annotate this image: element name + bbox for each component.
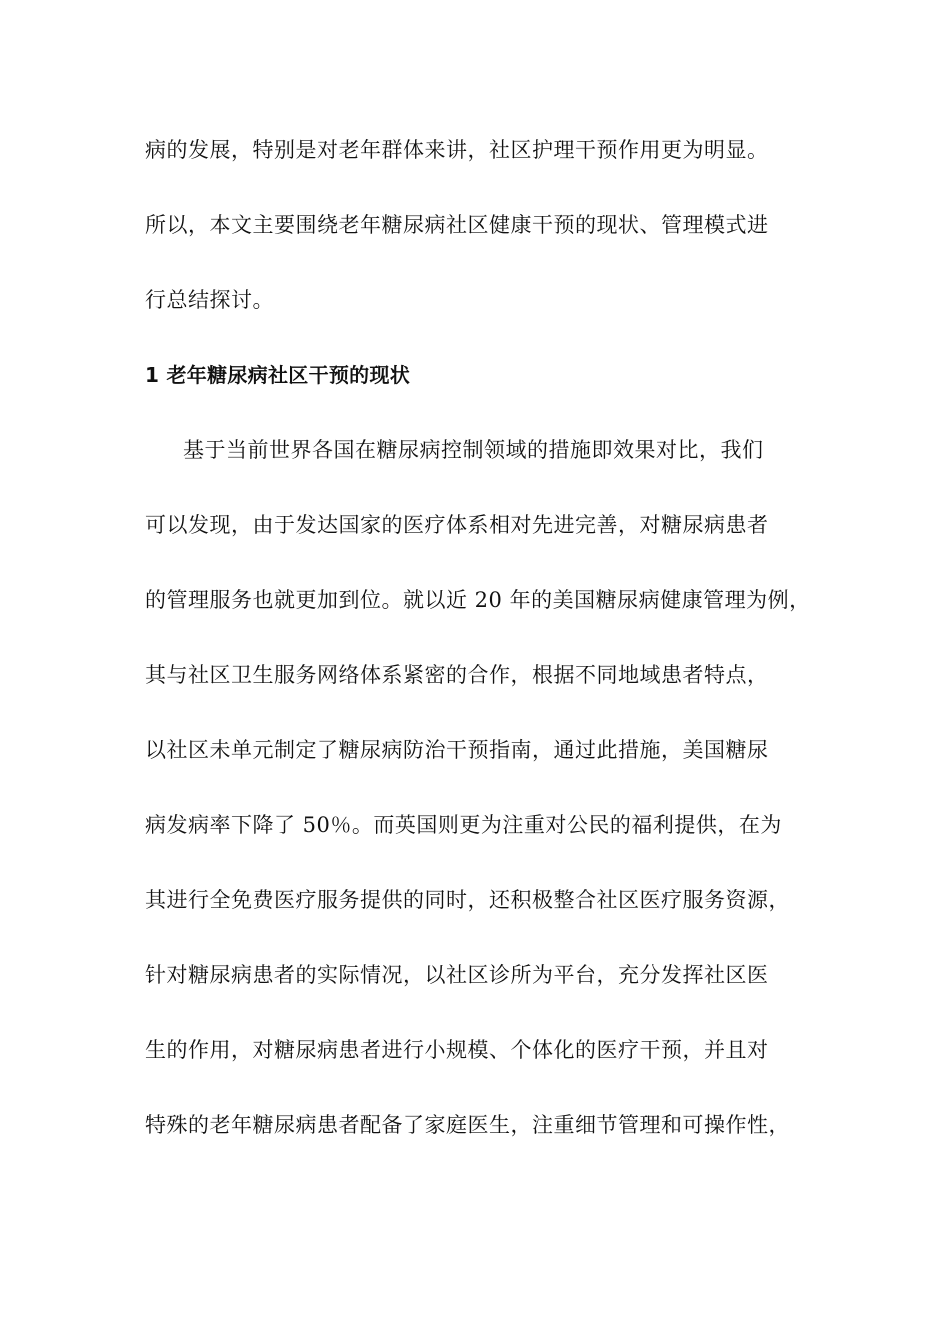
section-heading: 1 老年糖尿病社区干预的现状 bbox=[145, 363, 411, 387]
paragraph-line: 所以，本文主要围绕老年糖尿病社区健康干预的现状、管理模式进 bbox=[145, 213, 769, 237]
paragraph-line: 病发病率下降了 50％。而英国则更为注重对公民的福利提供，在为 bbox=[145, 813, 782, 837]
paragraph-line: 可以发现，由于发达国家的医疗体系相对先进完善，对糖尿病患者 bbox=[145, 513, 769, 537]
paragraph-line: 其与社区卫生服务网络体系紧密的合作，根据不同地域患者特点， bbox=[145, 663, 769, 687]
paragraph-line: 基于当前世界各国在糖尿病控制领域的措施即效果对比，我们 bbox=[183, 438, 764, 462]
paragraph-line: 以社区未单元制定了糖尿病防治干预指南，通过此措施，美国糖尿 bbox=[145, 738, 769, 762]
paragraph-line: 的管理服务也就更加到位。就以近 20 年的美国糖尿病健康管理为例， bbox=[145, 588, 811, 612]
paragraph-line: 其进行全免费医疗服务提供的同时，还积极整合社区医疗服务资源， bbox=[145, 888, 790, 912]
paragraph-line: 生的作用，对糖尿病患者进行小规模、个体化的医疗干预，并且对 bbox=[145, 1038, 769, 1062]
paragraph-line: 特殊的老年糖尿病患者配备了家庭医生，注重细节管理和可操作性， bbox=[145, 1113, 790, 1137]
paragraph-line: 针对糖尿病患者的实际情况，以社区诊所为平台，充分发挥社区医 bbox=[145, 963, 769, 987]
paragraph-line: 行总结探讨。 bbox=[145, 288, 274, 312]
paragraph-line: 病的发展，特别是对老年群体来讲，社区护理干预作用更为明显。 bbox=[145, 138, 769, 162]
